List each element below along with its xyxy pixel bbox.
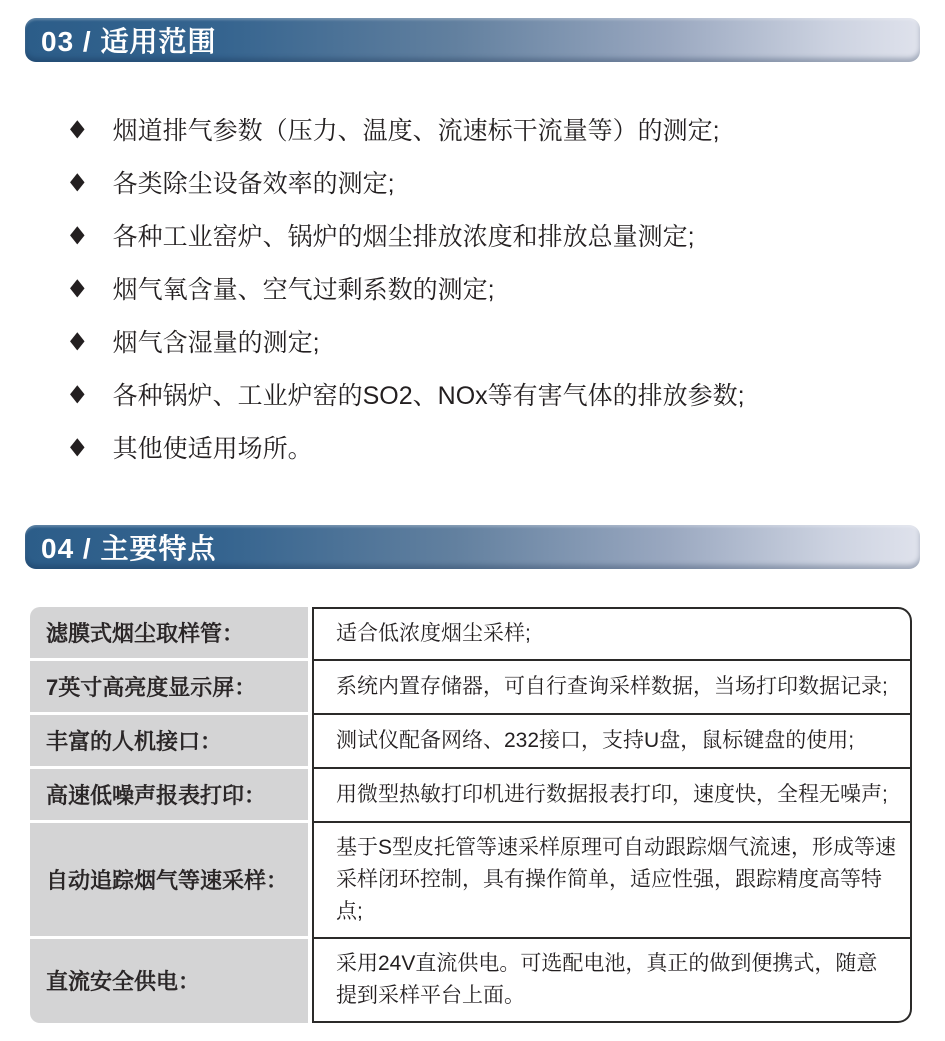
list-item [70,314,910,367]
list-item [70,261,910,314]
section-scope-heading: 03 / 适用范围 [41,26,217,57]
features-table [30,607,912,1023]
feature-label: 自动追踪烟气等速采样： [30,823,308,936]
section-scope-banner [25,18,920,62]
diamond-bullet-icon: ◆ [70,327,85,354]
feature-value: 基于S型皮托管等速采样原理可自动跟踪烟气流速，形成等速采样闭环控制，具有操作简单，适应性强，跟踪精度高等特点; [312,823,912,939]
diamond-bullet-icon: ◆ [70,433,85,460]
section-features-heading: 04 / 主要特点 [41,533,217,564]
feature-value: 用微型热敏打印机进行数据报表打印，速度快，全程无噪声; [312,769,912,823]
scope-bullet-list [70,102,910,473]
section-features-banner [25,525,920,569]
bullet-text: 各种工业窑炉、锅炉的烟尘排放浓度和排放总量测定; [112,222,695,251]
table-row [30,607,912,661]
bullet-text: 烟气含湿量的测定; [112,328,320,357]
bullet-text: 其他使适用场所。 [112,434,313,463]
feature-value: 适合低浓度烟尘采样; [312,607,912,661]
feature-label: 直流安全供电： [30,939,308,1023]
list-item [70,367,910,420]
list-item [70,420,910,473]
feature-value: 系统内置存储器，可自行查询采样数据，当场打印数据记录; [312,661,912,715]
table-row [30,823,912,939]
table-row [30,939,912,1023]
bullet-text: 各种锅炉、工业炉窑的SO2、NOx等有害气体的排放参数; [112,381,745,410]
diamond-bullet-icon: ◆ [70,221,85,248]
feature-label: 丰富的人机接口： [30,715,308,766]
list-item [70,102,910,155]
feature-label: 高速低噪声报表打印： [30,769,308,820]
feature-label: 滤膜式烟尘取样管： [30,607,308,658]
diamond-bullet-icon: ◆ [70,168,85,195]
diamond-bullet-icon: ◆ [70,380,85,407]
list-item [70,208,910,261]
bullet-text: 烟道排气参数（压力、温度、流速标干流量等）的测定; [112,116,720,145]
list-item [70,155,910,208]
feature-label: 7英寸高亮度显示屏： [30,661,308,712]
diamond-bullet-icon: ◆ [70,115,85,142]
table-row [30,715,912,769]
table-row [30,769,912,823]
diamond-bullet-icon: ◆ [70,274,85,301]
bullet-text: 各类除尘设备效率的测定; [112,169,395,198]
bullet-text: 烟气氧含量、空气过剩系数的测定; [112,275,495,304]
table-row [30,661,912,715]
feature-value: 采用24V直流供电。可选配电池，真正的做到便携式，随意提到采样平台上面。 [312,939,912,1023]
feature-value: 测试仪配备网络、232接口，支持U盘，鼠标键盘的使用; [312,715,912,769]
